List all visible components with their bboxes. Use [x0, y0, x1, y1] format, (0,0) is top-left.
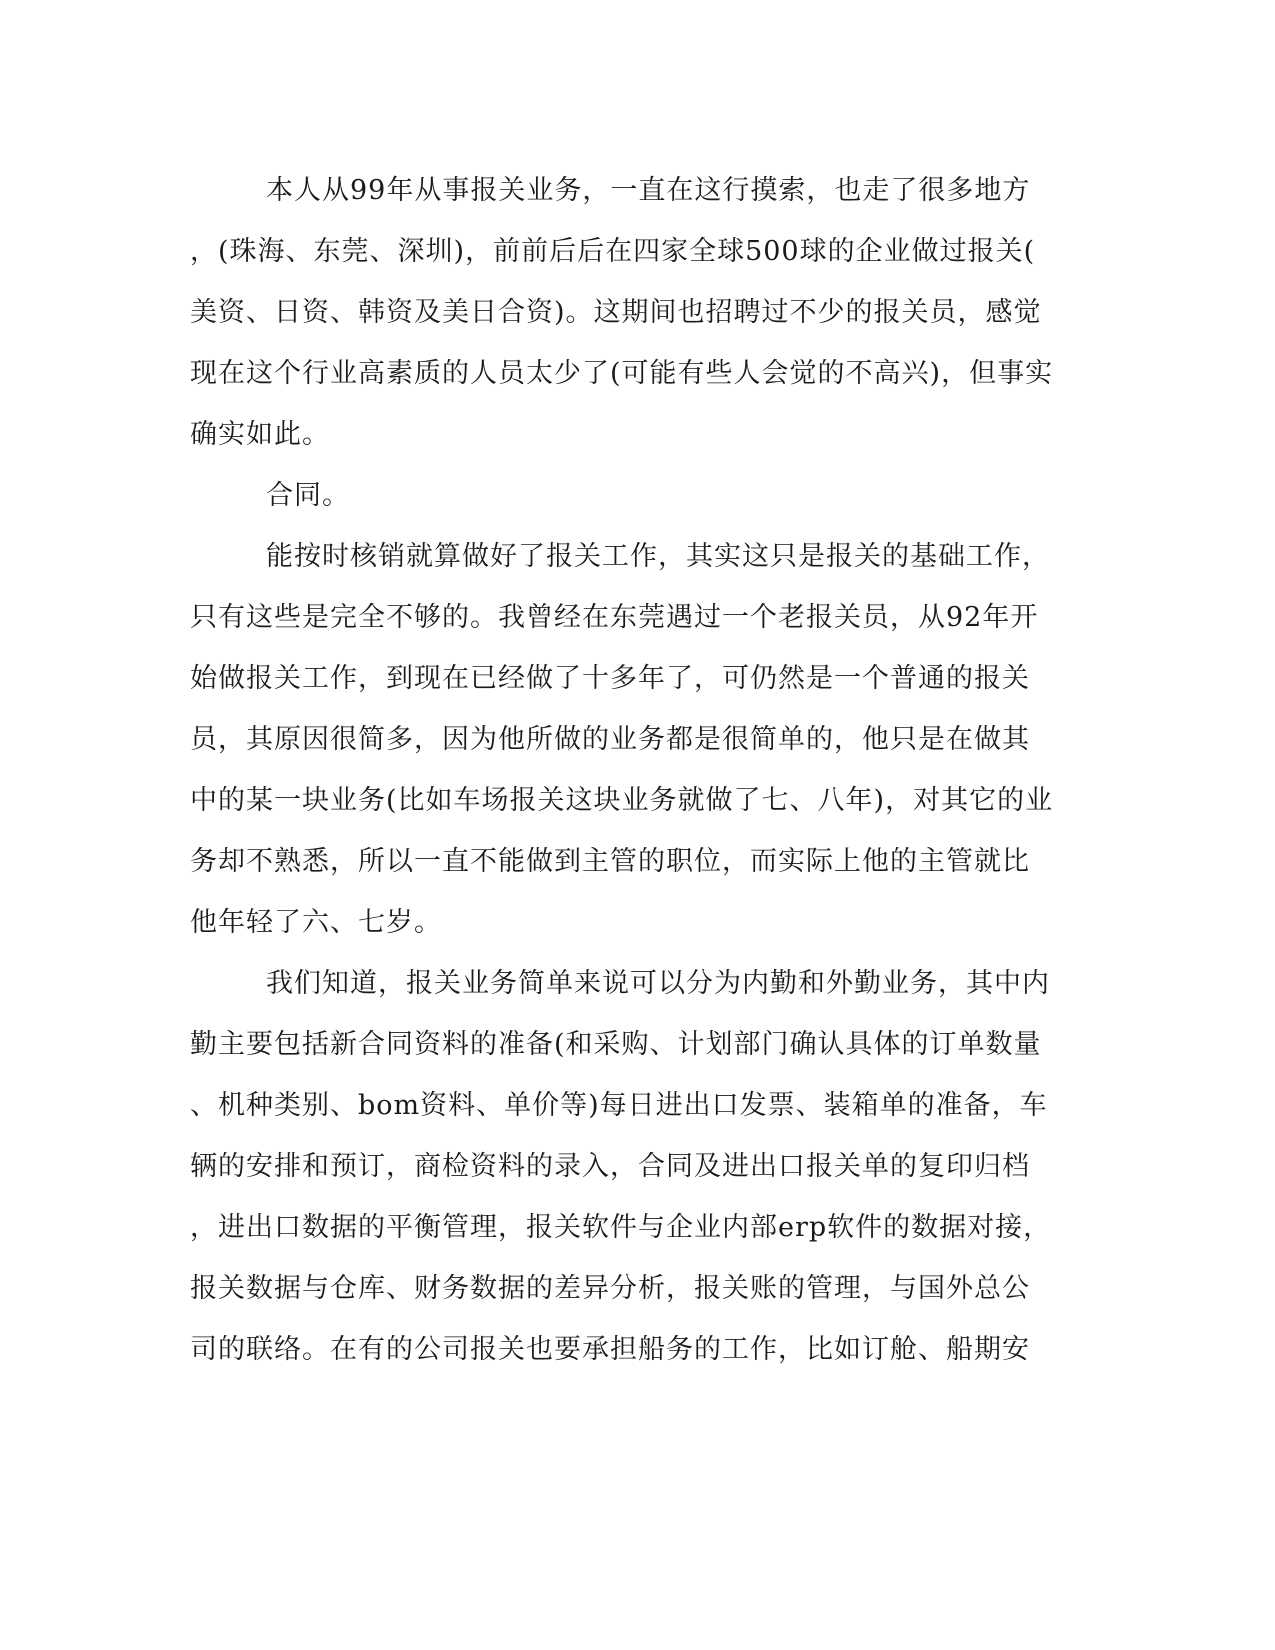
- paragraph-line: 勤主要包括新合同资料的准备(和采购、计划部门确认具体的订单数量: [190, 1029, 1042, 1060]
- paragraph-line: 本人从99年从事报关业务，一直在这行摸索，也走了很多地方: [266, 175, 1031, 206]
- paragraph-line: ，(珠海、东莞、深圳)，前前后后在四家全球500球的企业做过报关(: [190, 236, 1036, 267]
- paragraph-line: 合同。: [266, 480, 350, 511]
- paragraph-line: 员，其原因很简多，因为他所做的业务都是很简单的，他只是在做其: [190, 724, 1030, 755]
- paragraph-line: 我们知道，报关业务简单来说可以分为内勤和外勤业务，其中内: [266, 968, 1050, 999]
- document-body: [190, 160, 1080, 1380]
- paragraph-line: 司的联络。在有的公司报关也要承担船务的工作，比如订舱、船期安: [190, 1334, 1030, 1365]
- paragraph-line: 能按时核销就算做好了报关工作，其实这只是报关的基础工作，: [266, 541, 1050, 572]
- paragraph-line: 报关数据与仓库、财务数据的差异分析，报关账的管理，与国外总公: [190, 1273, 1030, 1304]
- paragraph-line: 只有这些是完全不够的。我曾经在东莞遇过一个老报关员，从92年开: [190, 602, 1039, 633]
- paragraph-3: [190, 526, 1080, 953]
- paragraph-line: 中的某一块业务(比如车场报关这块业务就做了七、八年)，对其它的业: [190, 785, 1054, 816]
- paragraph-line: ，进出口数据的平衡管理，报关软件与企业内部erp软件的数据对接，: [190, 1212, 1052, 1243]
- paragraph-1: [190, 160, 1080, 465]
- paragraph-line: 现在这个行业高素质的人员太少了(可能有些人会觉的不高兴)，但事实: [190, 358, 1054, 389]
- paragraph-line: 辆的安排和预订，商检资料的录入，合同及进出口报关单的复印归档: [190, 1151, 1030, 1182]
- paragraph-line: 美资、日资、韩资及美日合资)。这期间也招聘过不少的报关员，感觉: [190, 297, 1042, 328]
- paragraph-line: 务却不熟悉，所以一直不能做到主管的职位，而实际上他的主管就比: [190, 846, 1030, 877]
- paragraph-line: 他年轻了六、七岁。: [190, 907, 442, 938]
- paragraph-4: [190, 953, 1080, 1380]
- paragraph-line: 、机种类别、bom资料、单价等)每日进出口发票、装箱单的准备，车: [190, 1090, 1048, 1121]
- paragraph-2: [190, 465, 1080, 526]
- paragraph-line: 确实如此。: [190, 419, 330, 450]
- paragraph-line: 始做报关工作，到现在已经做了十多年了，可仍然是一个普通的报关: [190, 663, 1030, 694]
